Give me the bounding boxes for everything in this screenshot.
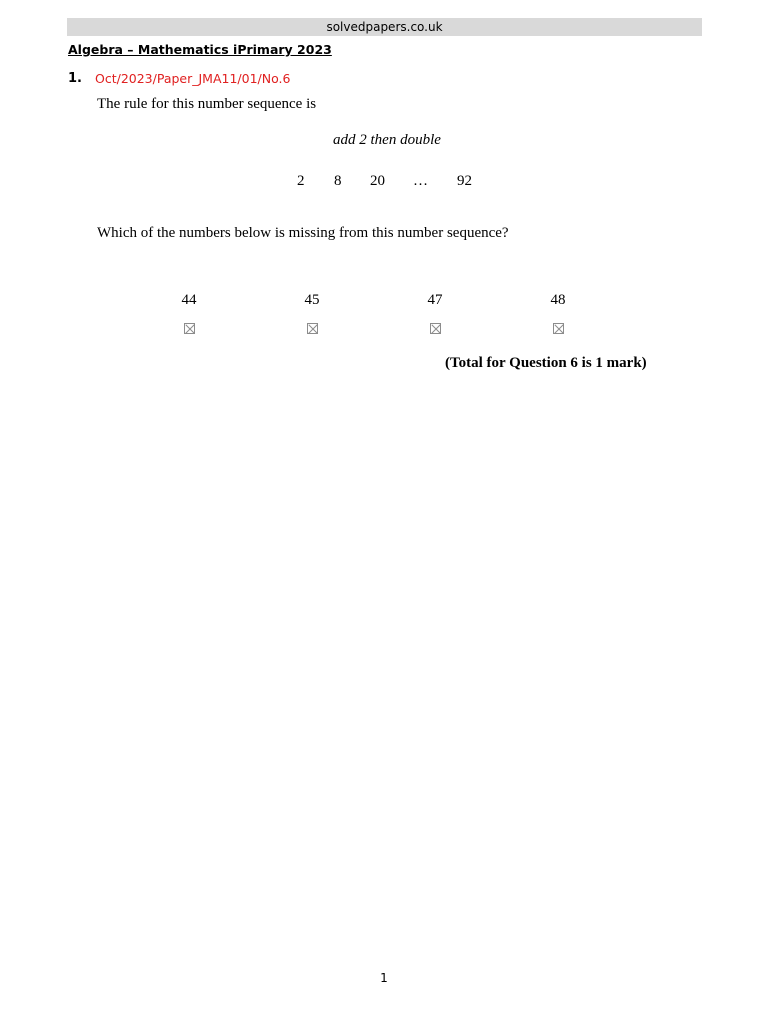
question-reference: Oct/2023/Paper_JMA11/01/No.6 (95, 71, 291, 86)
question-number: 1. (68, 71, 82, 86)
page-number: 1 (380, 971, 388, 985)
header-bar (67, 18, 702, 36)
sequence-term: 8 (334, 173, 342, 189)
option-label-3: 47 (427, 292, 443, 308)
option-checkbox-4[interactable] (553, 323, 564, 334)
sequence-rule: add 2 then double (333, 132, 441, 148)
option-label-4: 48 (550, 292, 566, 308)
option-checkbox-3[interactable] (430, 323, 441, 334)
sequence-term: 20 (370, 173, 385, 189)
site-name: solvedpapers.co.uk (326, 20, 443, 34)
question-total: (Total for Question 6 is 1 mark) (445, 355, 647, 371)
question-intro: The rule for this number sequence is (97, 96, 317, 112)
sequence-term: 2 (297, 173, 305, 189)
option-checkbox-1[interactable] (184, 323, 195, 334)
question-prompt: Which of the numbers below is missing from this number sequence? (97, 225, 509, 241)
sequence-term: 92 (457, 173, 472, 189)
sequence-ellipsis: … (413, 173, 428, 189)
option-label-1: 44 (181, 292, 197, 308)
document-title: Algebra – Mathematics iPrimary 2023 (68, 42, 332, 57)
option-label-2: 45 (304, 292, 320, 308)
option-checkbox-2[interactable] (307, 323, 318, 334)
